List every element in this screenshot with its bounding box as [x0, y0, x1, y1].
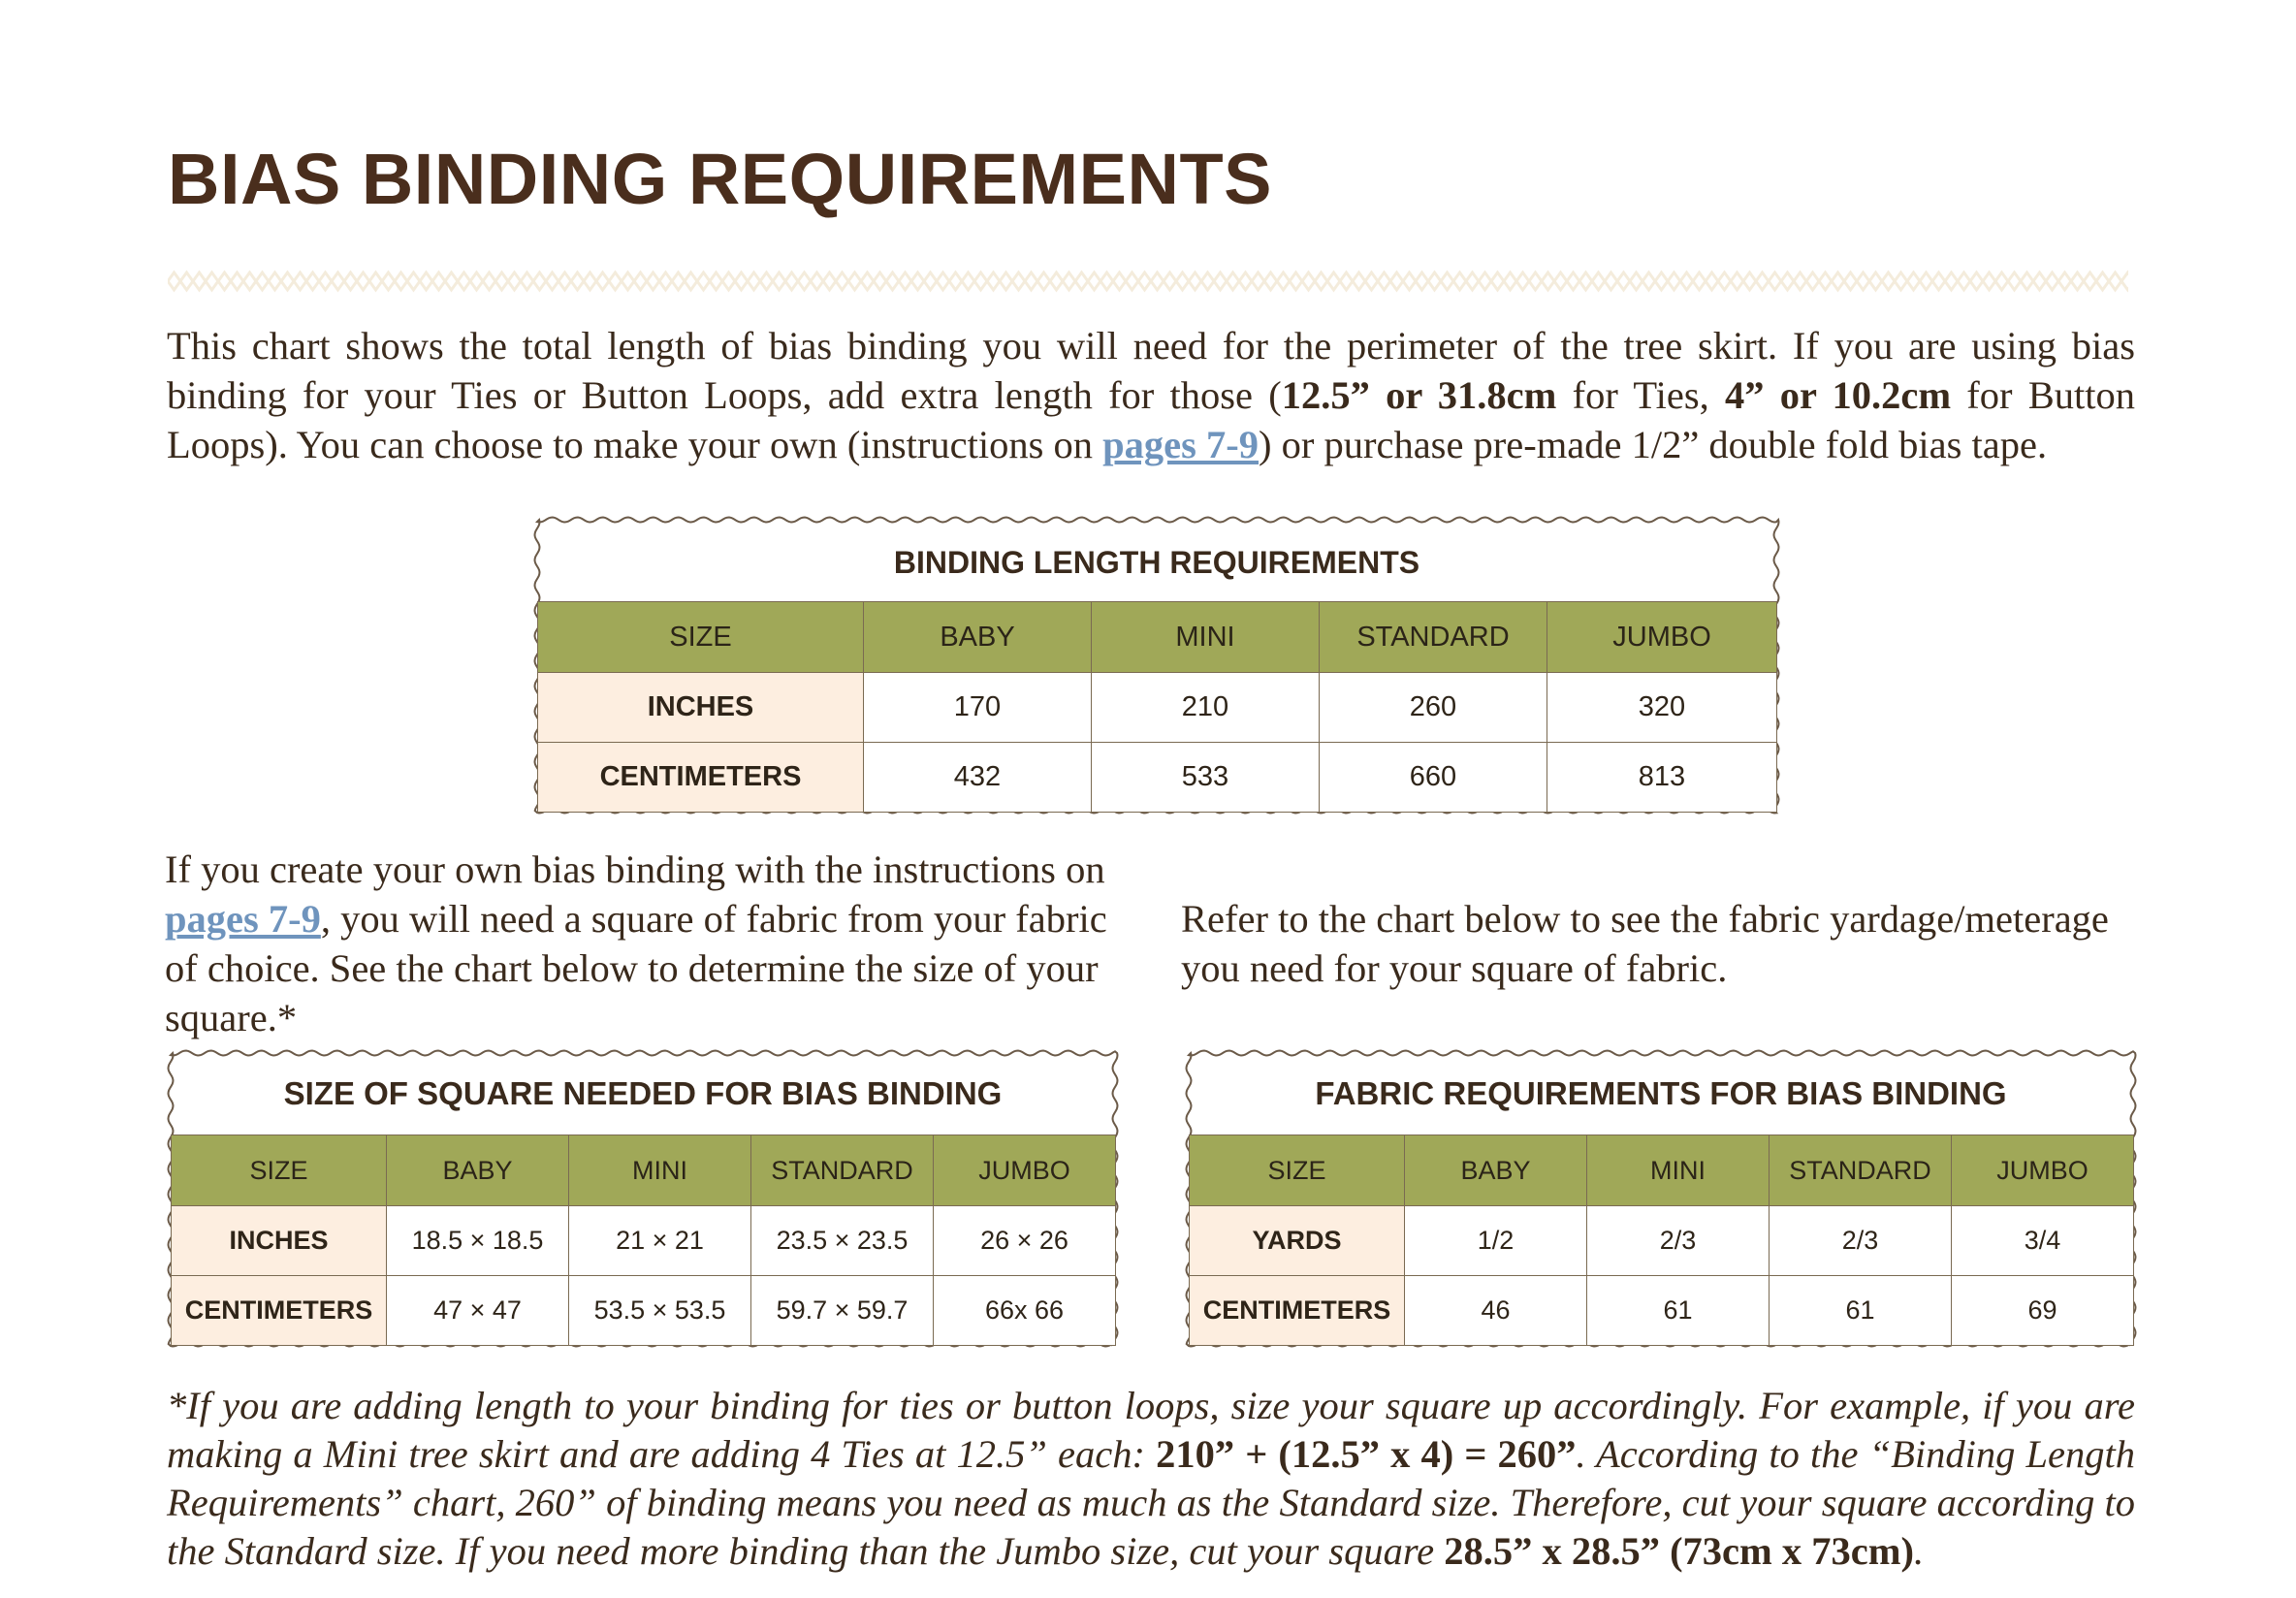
col-header: STANDARD [1770, 1135, 1952, 1206]
table-cell: 1/2 [1405, 1206, 1587, 1276]
fabric-requirements-title: FABRIC REQUIREMENTS FOR BIAS BINDING [1315, 1075, 2007, 1111]
col-header: STANDARD [751, 1135, 934, 1206]
table-cell: 26 × 26 [934, 1206, 1116, 1276]
intro-paragraph: This chart shows the total length of bias binding you will need for the perimeter of the tree skirt. If you are using bias binding for your Ties or Button Loops, add extra length for those (12.5” or 31.8cm for Ties, 4” or 10.2cm for Button Loops). You can choose to make your own (instructions on pages 7-9) or purchase pre-made 1/2” double fold bias tape. [167, 324, 2136, 466]
table-cell: 2/3 [1587, 1206, 1770, 1276]
table-row [1190, 1206, 2134, 1276]
col-header: SIZE [538, 602, 864, 673]
row-header: INCHES [172, 1206, 387, 1276]
table-cell: 61 [1770, 1276, 1952, 1346]
ties-measure: 12.5” or 31.8cm [1281, 373, 1557, 417]
fabric-requirements-card [1185, 1049, 2137, 1348]
table-cell: 813 [1547, 743, 1777, 813]
right-paragraph: Refer to the chart below to see the fabric yardage/meterage you need for your square of fabric. [1181, 897, 2109, 990]
table-row [172, 1276, 1116, 1346]
table-cell: 21 × 21 [569, 1206, 751, 1276]
table-cell: 260 [1320, 673, 1547, 743]
table-cell: 23.5 × 23.5 [751, 1206, 934, 1276]
table-row [538, 743, 1777, 813]
table-cell: 59.7 × 59.7 [751, 1276, 934, 1346]
col-header: MINI [1587, 1135, 1770, 1206]
left-paragraph: If you create your own bias binding with the instructions on pages 7-9, you will need a square of fabric from your fabric of choice. See the chart below to determine the size of your square.* [165, 847, 1107, 1039]
decorative-divider [168, 262, 2128, 301]
col-header: STANDARD [1320, 602, 1547, 673]
col-header: MINI [569, 1135, 751, 1206]
footnote: *If you are adding length to your binding for ties or button loops, size your square up accordingly. For example, if you are making a Mini tree skirt and are adding 4 Ties at 12.5” each: 210” + (12.5” x 4) = 260”. According to the “Binding Length Requirements” chart, 260” of binding means you need as much as the Standard size. Therefore, cut your square according to the Standard size. If you need more binding than the Jumbo size, cut your square 28.5” x 28.5” (73cm x 73cm). [167, 1384, 2135, 1573]
table-row [172, 1206, 1116, 1276]
footnote-final-size: 28.5” x 28.5” (73cm x 73cm) [1444, 1529, 1914, 1573]
table-cell: 320 [1547, 673, 1777, 743]
col-header: JUMBO [934, 1135, 1116, 1206]
table-cell: 46 [1405, 1276, 1587, 1346]
row-header: INCHES [538, 673, 864, 743]
table-cell: 432 [864, 743, 1092, 813]
table-cell: 2/3 [1770, 1206, 1952, 1276]
footnote-equation: 210” + (12.5” x 4) = 260” [1156, 1432, 1577, 1476]
table-cell: 170 [864, 673, 1092, 743]
row-header: CENTIMETERS [172, 1276, 387, 1346]
col-header: BABY [864, 602, 1092, 673]
col-header: BABY [1405, 1135, 1587, 1206]
square-size-card [167, 1049, 1119, 1348]
col-header: MINI [1092, 602, 1320, 673]
col-header: JUMBO [1952, 1135, 2134, 1206]
col-header: BABY [387, 1135, 569, 1206]
row-header: CENTIMETERS [538, 743, 864, 813]
table-cell: 61 [1587, 1276, 1770, 1346]
table-cell: 210 [1092, 673, 1320, 743]
loops-measure: 4” or 10.2cm [1725, 373, 1952, 417]
table-cell: 18.5 × 18.5 [387, 1206, 569, 1276]
table-cell: 660 [1320, 743, 1547, 813]
row-header: YARDS [1190, 1206, 1405, 1276]
table-cell: 533 [1092, 743, 1320, 813]
table-cell: 66x 66 [934, 1276, 1116, 1346]
binding-length-table [537, 601, 1777, 813]
binding-length-card [533, 516, 1780, 815]
table-cell: 47 × 47 [387, 1276, 569, 1346]
table-cell: 69 [1952, 1276, 2134, 1346]
table-cell: 3/4 [1952, 1206, 2134, 1276]
row-header: CENTIMETERS [1190, 1276, 1405, 1346]
col-header: SIZE [1190, 1135, 1405, 1206]
col-header: SIZE [172, 1135, 387, 1206]
pages-link[interactable]: pages 7-9 [165, 897, 321, 941]
table-cell: 53.5 × 53.5 [569, 1276, 751, 1346]
fabric-requirements-table [1189, 1135, 2134, 1346]
binding-length-title: BINDING LENGTH REQUIREMENTS [893, 545, 1420, 580]
table-row [538, 673, 1777, 743]
square-size-table [171, 1135, 1116, 1346]
col-header: JUMBO [1547, 602, 1777, 673]
square-size-title: SIZE OF SQUARE NEEDED FOR BIAS BINDING [283, 1075, 1003, 1111]
page-title: BIAS BINDING REQUIREMENTS [168, 139, 1273, 219]
table-row [1190, 1276, 2134, 1346]
pages-link[interactable]: pages 7-9 [1102, 423, 1260, 466]
